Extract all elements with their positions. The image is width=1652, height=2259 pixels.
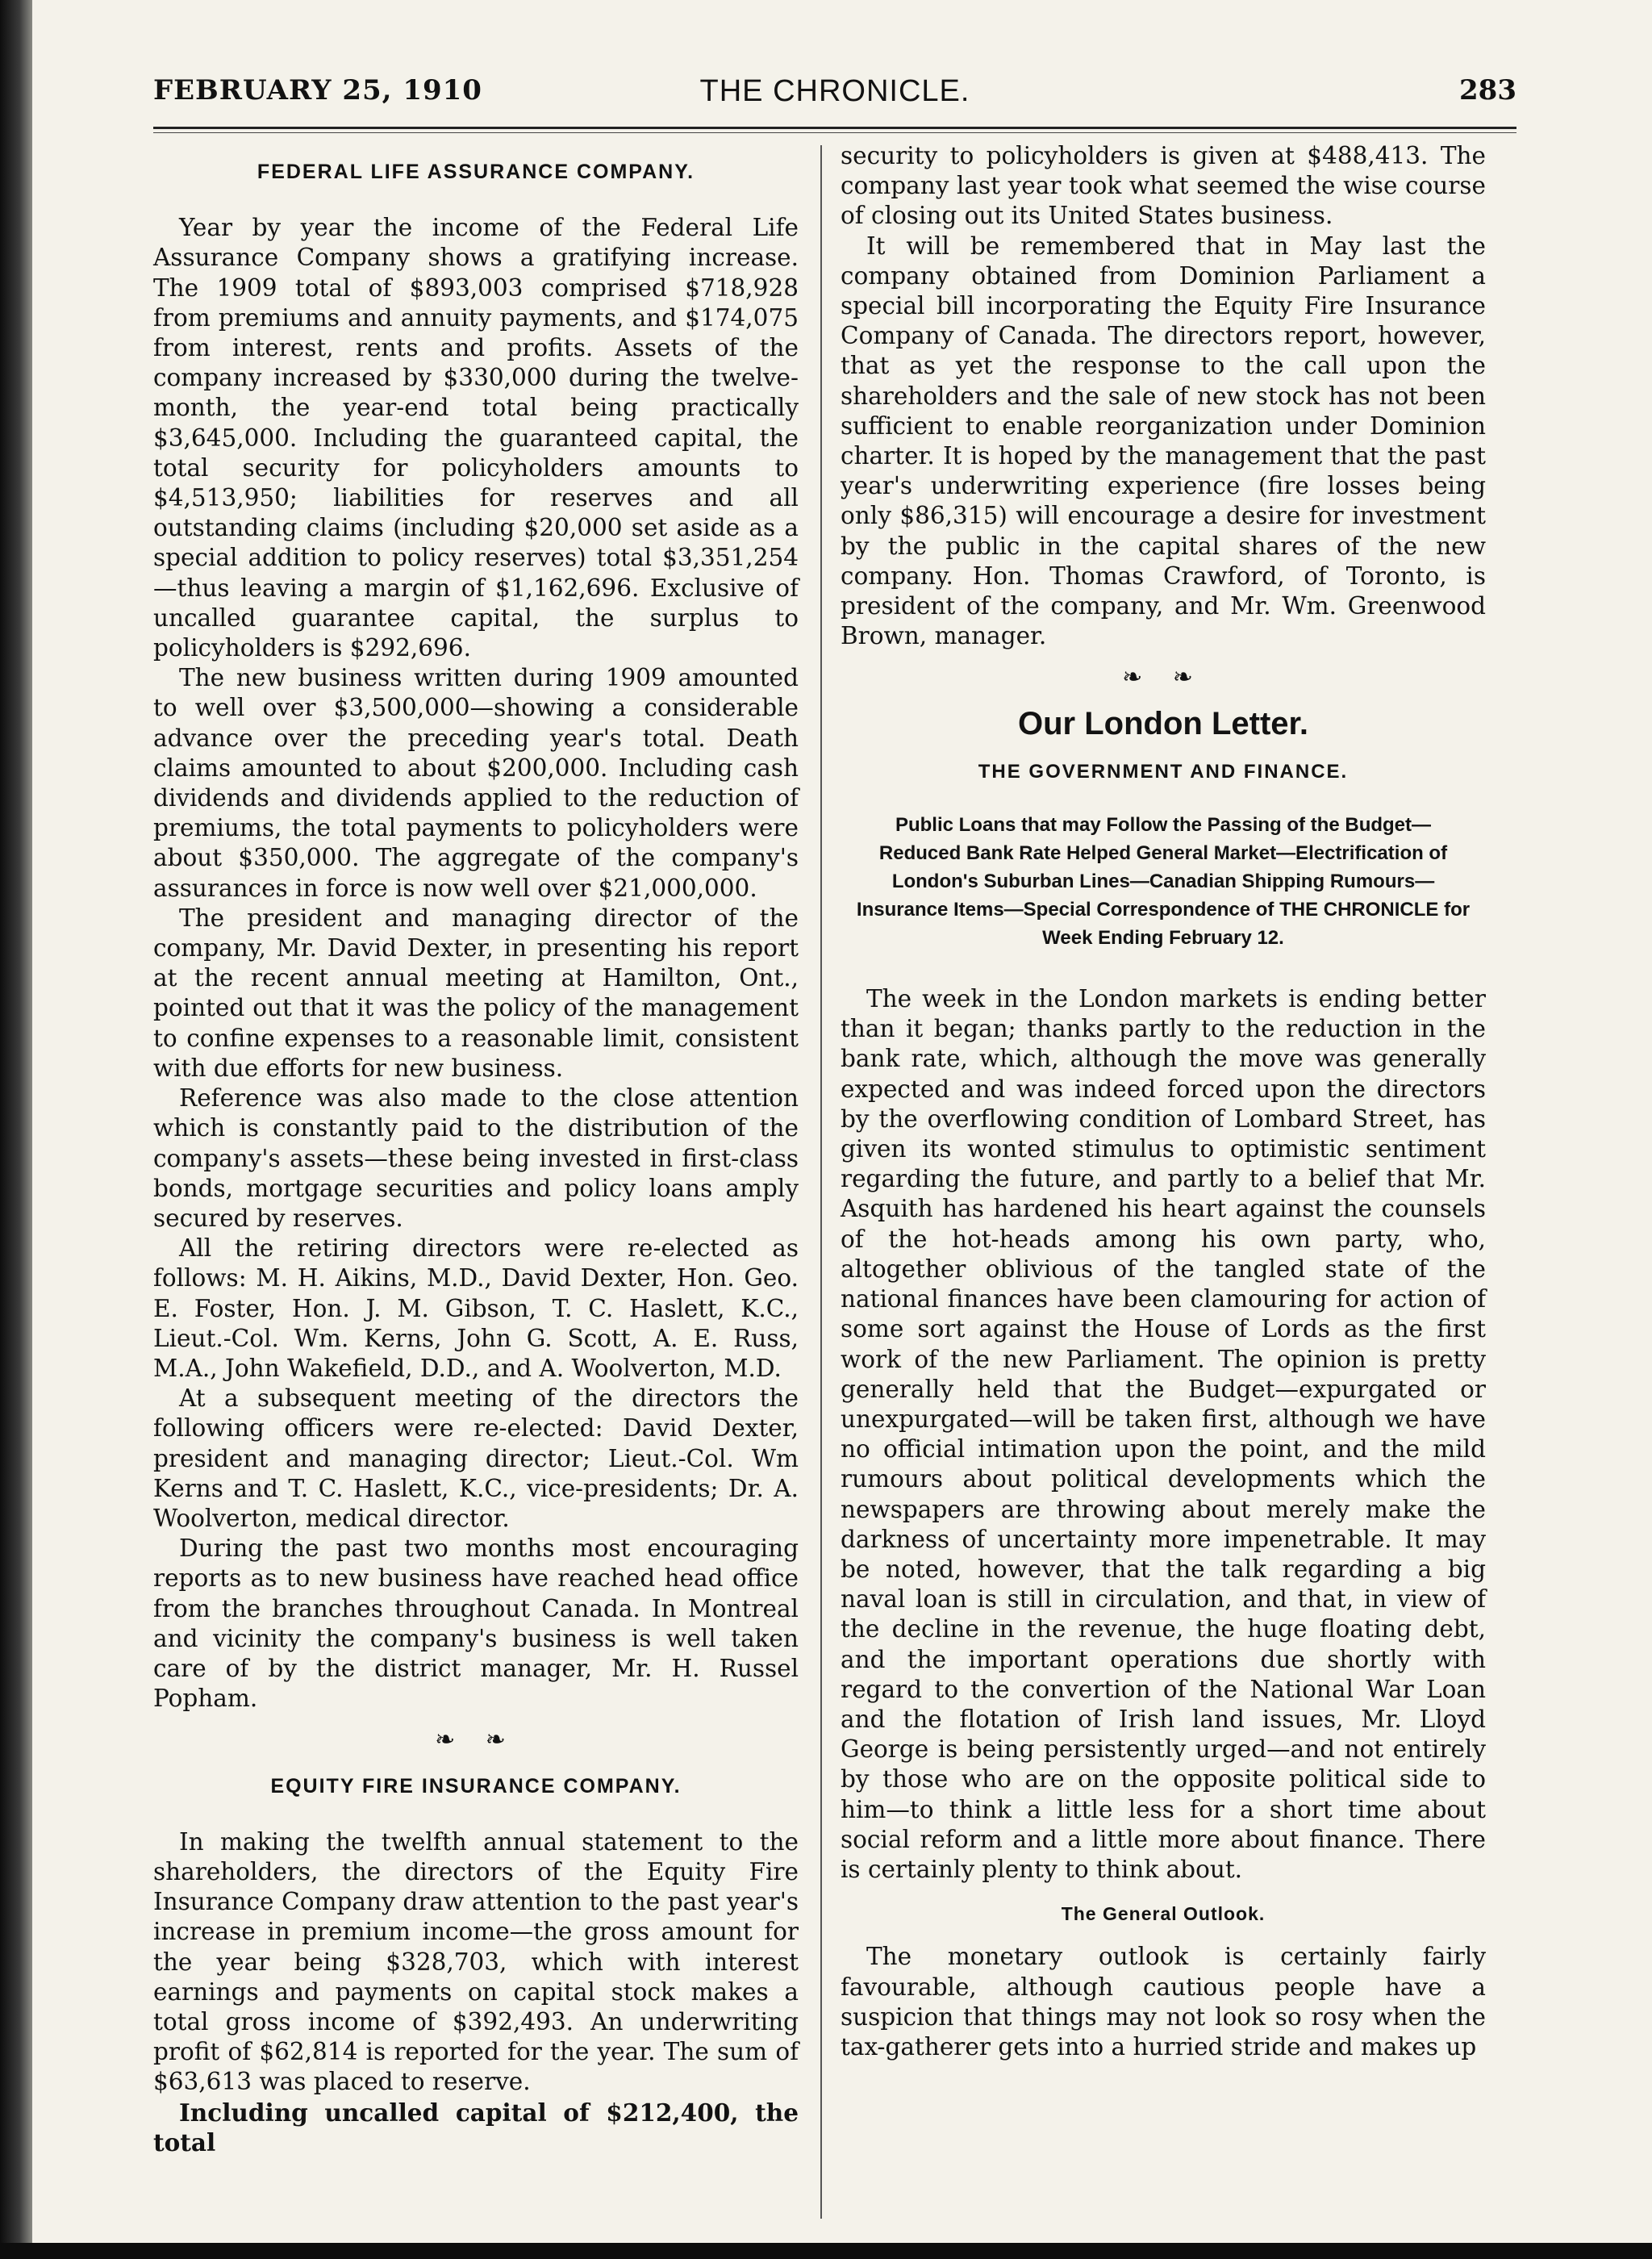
outlook-paragraph: The monetary outlook is certainly fairly favourable, although cautious people have a suspicion that things may not look so rosy when the tax-gatherer gets into a hurried stride and makes up <box>841 1943 1486 2061</box>
federal-paragraph-7: During the past two months most encouraging reports as to new business have reached head office from the branches throughout Canada. In Montreal and vicinity the company's business is well taken care of by the district manager, Mr. H. Russel Popham. <box>153 1535 799 1713</box>
section-ornament-icon: ❧ ❧ <box>435 1726 517 1755</box>
equity-continued-line: Including uncalled capital of $212,400, the total <box>153 2098 799 2157</box>
page-header <box>153 74 1516 115</box>
header-rule-thin <box>153 132 1516 133</box>
column-divider <box>820 145 822 2219</box>
section-ornament-icon: ❧ ❧ <box>1122 663 1204 692</box>
publication-title: THE CHRONICLE. <box>699 74 970 108</box>
federal-paragraph-2: The new business written during 1909 amounted to well over $3,500,000—showing a considerable advance over the preceding year's total. Death claims amounted to about $200,000. Including cash dividends and dividends applied to the reduction of premiums, the total payments to policyholders were about $350,000. The aggregate of the company's assurances in force is now well over $21,000,000. <box>153 664 799 902</box>
page-number: 283 <box>1459 74 1516 106</box>
federal-paragraph-5: All the retiring directors were re-elected as follows: M. H. Aikins, M.D., David Dexter, Hon. Geo. E. Foster, Hon. J. M. Gibson, T. C. Haslett, K.C., Lieut.-Col. Wm. Kerns, John G. Scott, A. E. Russ, M.A., John Wakefield, D.D., and A. Woolverton, M.D. <box>153 1234 799 1382</box>
federal-paragraph-1: Year by year the income of the Federal Life Assurance Company shows a gratifying increase. The 1909 total of $893,003 comprised $718,928 from premiums and annuity payments, and $174,075 from interest, rents and profits. Assets of the company increased by $330,000 during the twelve-month, the year-end total being practically $3,645,000. Including the guaranteed capital, the total security for policyholders amounts to $4,513,950; liabilities for reserves and all outstanding claims (including $20,000 set aside as a special addition to policy reserves) total $3,351,254—thus leaving a margin of $1,162,696. Exclusive of uncalled guarantee capital, the surplus to policyholders is $292,696. <box>153 214 799 662</box>
header-rule <box>153 127 1516 129</box>
federal-paragraph-6: At a subsequent meeting of the directors the following officers were re-elected: David Dexter, president and managing director; Lieut.-Col. Wm Kerns and T. C. Haslett, K.C., vice-presidents; Dr. A. Woolverton, medical director. <box>153 1384 799 1532</box>
federal-paragraph-3: The president and managing director of the company, Mr. David Dexter, in presenting his report at the recent annual meeting at Hamilton, Ont., pointed out that it was the policy of the management to confine expenses to a reasonable limit, consistent with due efforts for new business. <box>153 904 799 1082</box>
london-paragraph-1: The week in the London markets is ending better than it began; thanks partly to the reduction in the bank rate, which, although the move was generally expected and was indeed forced upon the directors by the overflowing condition of Lombard Street, has given its wonted stimulus to optimistic sentiment regarding the future, and partly to a belief that Mr. Asquith has hardened his heart against the counsels of the hot-heads among his own party, who, altogether oblivious of the tangled state of the national finances have been clamouring for action of some sort against the House of Lords as the first work of the new Parliament. The opinion is pretty generally held that the Budget—expurgated or unexpurgated—will be taken first, although we have no official intimation upon the point, and the mild rumours about political developments which the newspapers are throwing about merely make the darkness of uncertainty more impenetrable. It may be noted, however, that the talk regarding a big naval loan is still in circulation, and that, in view of the decline in the revenue, the huge floating debt, and the important operations due shortly with regard to the convertion of the National War Loan and the flotation of Irish land issues, Mr. Lloyd George is being persistently urged—and not entirely by those who are on the opposite political side to him—to think a little less for a short time about social reform and a little more about finance. There is certainly plenty to think about. <box>841 985 1486 1883</box>
binding-shadow <box>0 0 32 2259</box>
general-outlook-heading: The General Outlook. <box>1061 1903 1266 1925</box>
left-column <box>153 141 799 2157</box>
right-column <box>841 141 1486 2062</box>
equity-fire-heading: EQUITY FIRE INSURANCE COMPANY. <box>270 1774 682 1798</box>
equity-continued-paragraph-2: It will be remembered that in May last the company obtained from Dominion Parliament a special bill incorporating the Equity Fire Insurance Company of Canada. The directors report, however, that as yet the response to the call upon the shareholders and the sale of new stock has not been sufficient to enable reorganization under Dominion charter. It is hoped by the management that the past year's underwriting experience (fire losses being only $86,315) will encourage a desire for investment by the public in the capital shares of the new company. Hon. Thomas Crawford, of Toronto, is president of the company, and Mr. Wm. Greenwood Brown, manager. <box>841 232 1486 650</box>
federal-paragraph-4: Reference was also made to the close attention which is constantly paid to the distribution of the company's assets—these being invested in first-class bonds, mortgage securities and policy loans amply secured by reserves. <box>153 1084 799 1232</box>
bottom-edge-shadow <box>0 2243 1652 2259</box>
london-letter-subtitle: THE GOVERNMENT AND FINANCE. <box>978 760 1349 783</box>
issue-date: FEBRUARY 25, 1910 <box>153 74 482 106</box>
newspaper-page <box>32 0 1652 2243</box>
london-letter-title: Our London Letter. <box>1018 705 1308 741</box>
london-letter-deck: Public Loans that may Follow the Passing of the Budget—Reduced Bank Rate Helped General Market—Electrification of London's Suburban Lines—Canadian Shipping Rumours—Insurance Items—Special Correspondence of THE CHRONICLE for Week Ending February 12. <box>856 814 1471 950</box>
equity-paragraph-1: In making the twelfth annual statement to the shareholders, the directors of the Equity Fire Insurance Company draw attention to the past year's increase in premium income—the gross amount for the year being $328,703, which with interest earnings and payments on capital stock makes a total gross income of $392,493. An underwriting profit of $62,814 is reported for the year. The sum of $63,613 was placed to reserve. <box>153 1827 799 2096</box>
equity-continued-paragraph-1: security to policyholders is given at $488,413. The company last year took what seemed the wise course of closing out its United States business. <box>841 142 1486 230</box>
federal-life-heading: FEDERAL LIFE ASSURANCE COMPANY. <box>257 161 695 183</box>
